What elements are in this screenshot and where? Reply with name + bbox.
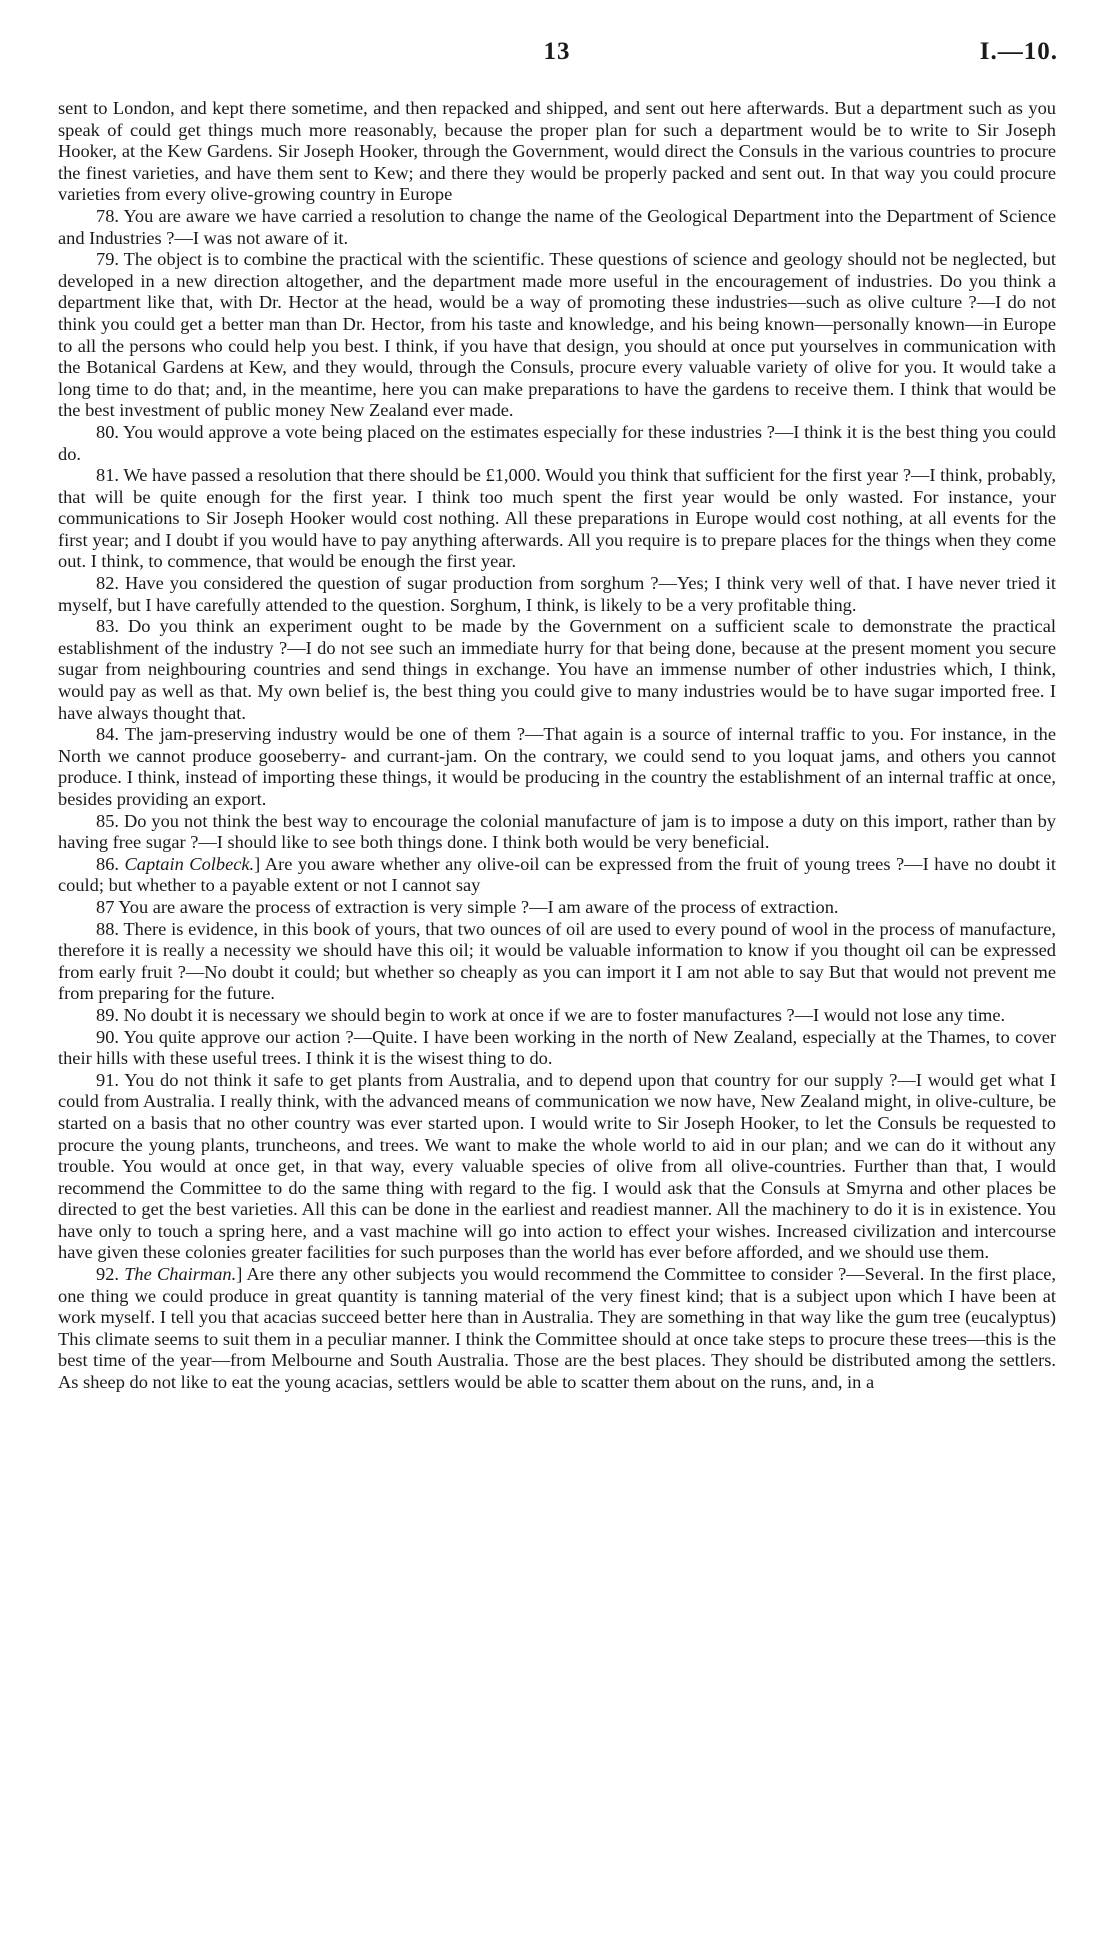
speaker-name: Captain Colbeck. bbox=[124, 853, 255, 874]
paragraph-text: 90. You quite approve our action ?—Quite. I have been working in the north of New Zealand, especially at the Thames, to cover their hills with these useful trees. I think it is the wisest thing to do. bbox=[58, 1026, 1056, 1069]
paragraph-text: 82. Have you considered the question of sugar production from sorghum ?—Yes; I think very well of that. I have never tried it myself, but I have carefully attended to the question. Sorghum, I think, is likely to be a very profitable thing. bbox=[58, 573, 1056, 615]
paragraph-text: 89. No doubt it is necessary we should begin to work at once if we are to foster manufactures ?—I would not lose any time. bbox=[96, 1004, 1006, 1025]
paragraph-q83 bbox=[58, 616, 1056, 724]
paragraph-q80 bbox=[58, 422, 1056, 465]
page-number: 13 bbox=[543, 38, 571, 65]
paragraph-q85 bbox=[58, 811, 1056, 854]
paragraph-q92 bbox=[58, 1264, 1056, 1394]
paragraph-q88 bbox=[58, 919, 1056, 1005]
paragraph-q86 bbox=[58, 854, 1056, 897]
question-number: 86. bbox=[96, 853, 125, 874]
paragraph-q82 bbox=[58, 573, 1056, 616]
paragraph-text: 78. You are aware we have carried a resolution to change the name of the Geological Department into the Department of Science and Industries ?—I was not aware of it. bbox=[58, 205, 1056, 248]
paragraph-q87 bbox=[58, 897, 1056, 919]
paragraph-q84 bbox=[58, 724, 1056, 810]
document-reference: I.—10. bbox=[979, 38, 1058, 65]
paragraph-q90 bbox=[58, 1027, 1056, 1070]
paragraph-text: 87 You are aware the process of extraction is very simple ?—I am aware of the process of extraction. bbox=[96, 896, 839, 917]
paragraph-text: 85. Do you not think the best way to encourage the colonial manufacture of jam is to impose a duty on this import, rather than by having free sugar ?—I should like to see both things done. I think both would be very beneficial. bbox=[58, 810, 1056, 853]
paragraph-text: 79. The object is to combine the practical with the scientific. These questions of science and geology should not be neglected, but developed in a new direction altogether, and the department made more useful in the encouragement of industries. Do you think a department like that, with Dr. Hector at the head, would be a way of promoting these industries—such as olive culture ?—I do not think you could get a better man than Dr. Hector, from his taste and knowledge, and his being known—personally known—in Europe to all the persons who could help you best. I think, if you have that design, you should at once put yourselves in communication with the Botanical Gardens at Kew, and they would, through the Consuls, procure every valuable variety of olive for you. It would take a long time to do that; and, in the meantime, here you can make preparations to have the gardens to receive them. I think that would be the best investment of public money New Zealand ever made. bbox=[58, 249, 1056, 421]
paragraph-text: sent to London, and kept there sometime, and then repacked and shipped, and sent out here afterwards. But a department such as you speak of could get things much more reasonably, because the proper plan for such a department would be to write to Sir Joseph Hooker, at the Kew Gardens. Sir Joseph Hooker, through the Government, would direct the Consuls in the various countries to procure the finest varieties, and have them sent to Kew; and there they would be properly packed and sent out. In that way you could procure varieties from every olive-growing country in Europe bbox=[58, 98, 1056, 205]
paragraph-q91 bbox=[58, 1070, 1056, 1264]
paragraph-text: 83. Do you think an experiment ought to be made by the Government on a sufficient scale to demonstrate the practical establishment of the industry ?—I do not see such an immediate hurry for that being done, because at the present moment you secure sugar from neighbouring countries and send things in exchange. You have an immense number of other industries which, I think, would pay as well as that. My own belief is, the best thing you could give to many industries would be to have sugar imported free. I have always thought that. bbox=[58, 616, 1056, 723]
paragraph-continuation bbox=[58, 98, 1056, 206]
paragraph-text: 81. We have passed a resolution that there should be £1,000. Would you think that sufficient for the first year ?—I think, probably, that will be quite enough for the first year. I think too much spent the first year would be only wasted. For instance, your communications to Sir Joseph Hooker would cost nothing. All these preparations in Europe would cost nothing, at all events for the first year; and I doubt if you would have to pay anything afterwards. All you require is to prepare places for the things when they come out. I think, to commence, that would be enough the first year. bbox=[58, 465, 1056, 572]
question-number: 92. bbox=[96, 1264, 125, 1285]
paragraph-q78 bbox=[58, 206, 1056, 249]
paragraph-q79 bbox=[58, 249, 1056, 422]
page-header bbox=[0, 38, 1114, 78]
paragraph-text: ] Are you aware whether any olive-oil can be expressed from the fruit of young trees ?—I have no doubt it could; but whether to a payable extent or not I cannot say bbox=[58, 853, 1056, 896]
paragraph-q89 bbox=[58, 1005, 1056, 1027]
paragraph-text: 84. The jam-preserving industry would be one of them ?—That again is a source of internal traffic to you. For instance, in the North we cannot produce gooseberry- and currant-jam. On the contrary, we could send to you loquat jams, and others you cannot produce. I think, instead of importing these things, it would be producing in the country the establishment of an internal traffic at once, besides providing an export. bbox=[58, 724, 1056, 809]
paragraph-text: 88. There is evidence, in this book of yours, that two ounces of oil are used to every pound of wool in the process of manufacture, therefore it is really a necessity we should have this oil; it would be valuable information to know if you thought oil can be expressed from early fruit ?—No doubt it could; but whether so cheaply as you can import it I am not able to say But that would not prevent me from preparing for the future. bbox=[58, 918, 1056, 1004]
page-body bbox=[58, 98, 1056, 1394]
paragraph-q81 bbox=[58, 465, 1056, 573]
paragraph-text: 91. You do not think it safe to get plants from Australia, and to depend upon that country for our supply ?—I would get what I could from Australia. I really think, with the advanced means of communication we now have, New Zealand might, in olive-culture, be started on a basis that no other country was ever started upon. I would write to Sir Joseph Hooker, to let the Consuls be requested to procure the young plants, truncheons, and trees. We want to make the whole world to aid in our plan; and we can do it without any trouble. You would at once get, in that way, every valuable species of olive from all olive-countries. Further than that, I would recommend the Committee to do the same thing with regard to the fig. I would ask that the Consuls at Smyrna and other places be directed to get the best varieties. All this can be done in the earliest and readiest manner. All the machinery to do it is in existence. You have only to touch a spring here, and a vast machine will go into action to effect your wishes. Increased civilization and intercourse have given these colonies greater facilities for such purposes than the world has ever before afforded, and we should use them. bbox=[58, 1069, 1056, 1263]
speaker-name: The Chairman. bbox=[124, 1264, 237, 1285]
paragraph-text: ] Are there any other subjects you would recommend the Committee to consider ?—Several. In the first place, one thing we could produce in great quantity is tanning material of the very finest kind; that is a subject upon which I have been at work myself. I tell you that acacias succeed better here than in Australia. They are something in that way like the gum tree (eucalyptus) This climate seems to suit them in a peculiar manner. I think the Committee should at once take steps to procure these trees—this is the best time of the year—from Melbourne and South Australia. Those are the best places. They should be distributed among the settlers. As sheep do not like to eat the young acacias, settlers would be able to scatter them about on the runs, and, in a bbox=[58, 1264, 1056, 1393]
paragraph-text: 80. You would approve a vote being placed on the estimates especially for these industries ?—I think it is the best thing you could do. bbox=[58, 421, 1056, 464]
